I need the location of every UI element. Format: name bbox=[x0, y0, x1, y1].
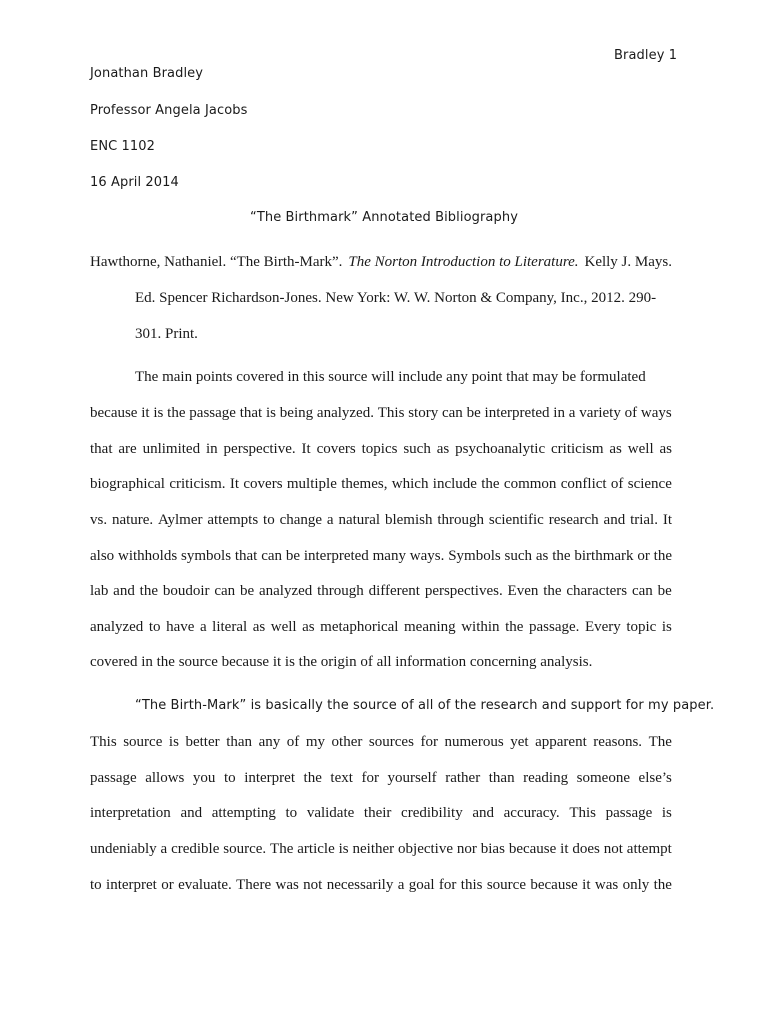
document-title: “The Birthmark” Annotated Bibliography bbox=[249, 210, 518, 225]
paragraph-1-line: because it is the passage that is being analyzed. This story can be interpreted in a variety of ways bbox=[90, 405, 672, 421]
paragraph-1-line: vs. nature. Aylmer attempts to change a natural blemish through scientific research and trial. It bbox=[90, 512, 672, 528]
paragraph-1-line: covered in the source because it is the origin of all information concerning analysis. bbox=[90, 654, 593, 670]
paragraph-1-line: analyzed to have a literal as well as metaphorical meaning within the passage. Every topic is bbox=[90, 619, 672, 635]
citation-author: Hawthorne, Nathaniel. “The Birth-Mark”. bbox=[90, 254, 343, 270]
citation-book-title: The Norton Introduction to Literature. bbox=[348, 254, 579, 270]
paragraph-1-line: biographical criticism. It covers multiple themes, which include the common conflict of science bbox=[90, 476, 672, 492]
paragraph-2-line: This source is better than any of my other sources for numerous yet apparent reasons. The bbox=[90, 734, 672, 750]
submission-date: 16 April 2014 bbox=[90, 175, 179, 190]
paragraph-1-line: lab and the boudoir can be analyzed through different perspectives. Even the characters can be bbox=[90, 583, 672, 599]
citation-line-3: 301. Print. bbox=[135, 326, 198, 342]
paragraph-2-line: undeniably a credible source. The article is neither objective nor bias because it does not attempt bbox=[90, 841, 672, 857]
citation-line-2: Ed. Spencer Richardson-Jones. New York: W. W. Norton & Company, Inc., 2012. 290- bbox=[135, 290, 657, 306]
paragraph-2-line: interpretation and attempting to validate their credibility and accuracy. This passage is bbox=[90, 805, 672, 821]
paragraph-1-line: also withholds symbols that can be interpreted many ways. Symbols such as the birthmark or the bbox=[90, 548, 672, 564]
citation-line-1 bbox=[90, 254, 672, 271]
student-name: Jonathan Bradley bbox=[90, 66, 204, 81]
running-head: Bradley 1 bbox=[614, 48, 678, 63]
citation-editor: Kelly J. Mays. bbox=[584, 254, 672, 270]
paragraph-2-line: to interpret or evaluate. There was not necessarily a goal for this source because it was only the bbox=[90, 877, 672, 893]
paragraph-2-line: “The Birth-Mark” is basically the source of all of the research and support for my paper. bbox=[135, 698, 715, 713]
paragraph-1-line: that are unlimited in perspective. It covers topics such as psychoanalytic criticism as well as bbox=[90, 441, 672, 457]
paragraph-1-line: The main points covered in this source will include any point that may be formulated bbox=[135, 369, 646, 385]
professor-name: Professor Angela Jacobs bbox=[90, 103, 248, 118]
course-number: ENC 1102 bbox=[90, 139, 156, 154]
paragraph-2-line: passage allows you to interpret the text for yourself rather than reading someone else’s bbox=[90, 770, 672, 786]
